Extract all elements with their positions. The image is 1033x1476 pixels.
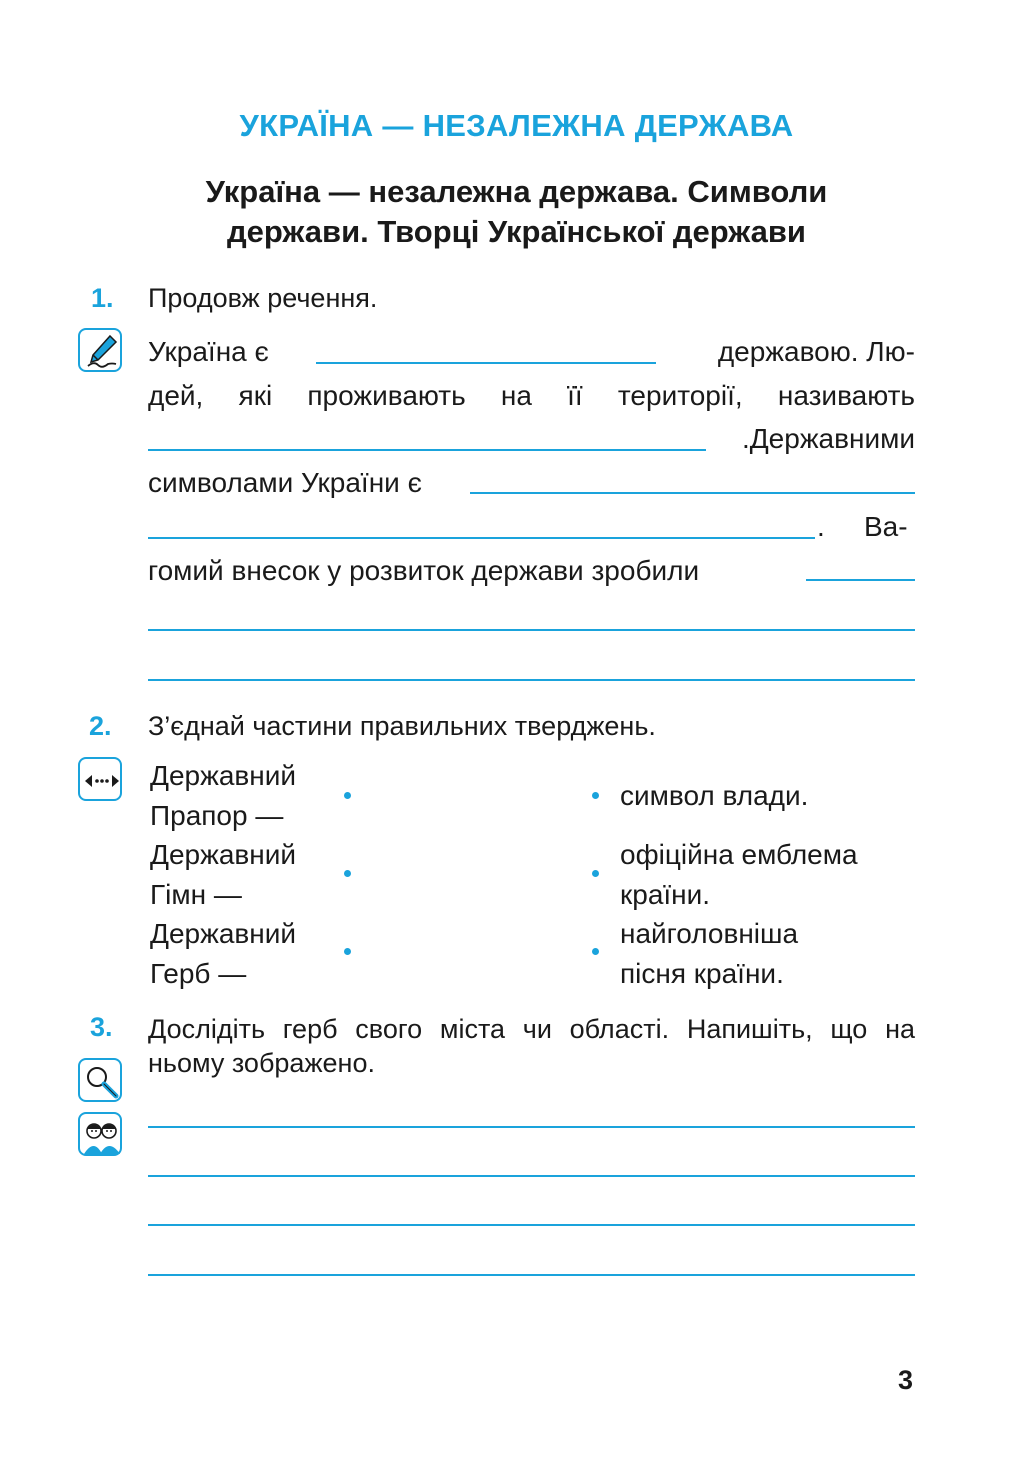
subtitle-line-2: держави. Творці Української держави <box>226 214 806 249</box>
answer-line-7[interactable] <box>148 679 915 681</box>
match-right-item-3: найголовніша пісня країни. <box>620 918 799 989</box>
match-dot-left-2[interactable] <box>344 870 351 877</box>
magnifier-icon <box>78 1058 122 1102</box>
answer-blank-3[interactable] <box>470 492 915 494</box>
task-1-text-line-6a: гомий внесок у розвиток держави зробили <box>148 555 700 586</box>
answer-blank-1[interactable] <box>316 362 656 364</box>
match-right-item-1: символ влади. <box>620 780 809 811</box>
pair-work-icon <box>78 1112 122 1156</box>
answer-line-1[interactable] <box>148 1126 915 1128</box>
connect-arrows-icon <box>78 757 122 801</box>
pencil-writing-icon <box>78 328 122 372</box>
page-number: 3 <box>898 1365 914 1395</box>
task-1-text-line-3b: .Державними <box>741 423 915 454</box>
answer-line-4[interactable] <box>148 1274 915 1276</box>
match-dot-left-3[interactable] <box>344 948 351 955</box>
match-right-item-2: офіційна емблема країни. <box>620 839 858 910</box>
task-2-instruction: З’єднай частини правильних тверджень. <box>148 711 656 741</box>
answer-blank-5[interactable] <box>806 579 915 581</box>
match-left-item-1: Державний Прапор — <box>150 760 297 831</box>
match-dot-right-3[interactable] <box>592 948 599 955</box>
task-1-instruction: Продовж речення. <box>148 283 378 313</box>
task-1-text-line-5c: Ва- <box>864 511 908 542</box>
task-2-number: 2. <box>89 711 112 741</box>
match-dot-right-1[interactable] <box>592 792 599 799</box>
task-1-number: 1. <box>91 283 114 313</box>
task-1-text-line-2: дей, які проживають на її території, називають <box>148 380 915 411</box>
match-left-item-3: Державний Герб — <box>150 918 297 989</box>
task-1-text-line-4a: символами України є <box>148 467 422 498</box>
answer-blank-2[interactable] <box>148 449 706 451</box>
answer-line-6[interactable] <box>148 629 915 631</box>
answer-line-2[interactable] <box>148 1175 915 1177</box>
task-1-text-line-5b: . <box>817 511 825 542</box>
answer-line-3[interactable] <box>148 1224 915 1226</box>
page-title: УКРАЇНА — НЕЗАЛЕЖНА ДЕРЖАВА <box>239 108 794 143</box>
answer-blank-4[interactable] <box>148 537 815 539</box>
match-dot-right-2[interactable] <box>592 870 599 877</box>
task-3-number: 3. <box>90 1012 113 1042</box>
task-3-instruction: Дослідіть герб свого міста чи області. Напишіть, що на ньому зображено. <box>148 1014 915 1078</box>
match-dot-left-1[interactable] <box>344 792 351 799</box>
match-left-item-2: Державний Гімн — <box>150 839 297 910</box>
subtitle-line-1: Україна — незалежна держава. Символи <box>205 174 828 209</box>
task-1-text-line-1a: Україна є <box>148 336 269 367</box>
lesson-subtitle <box>100 172 933 252</box>
task-1-text-line-1b: державою. Лю- <box>717 336 915 367</box>
